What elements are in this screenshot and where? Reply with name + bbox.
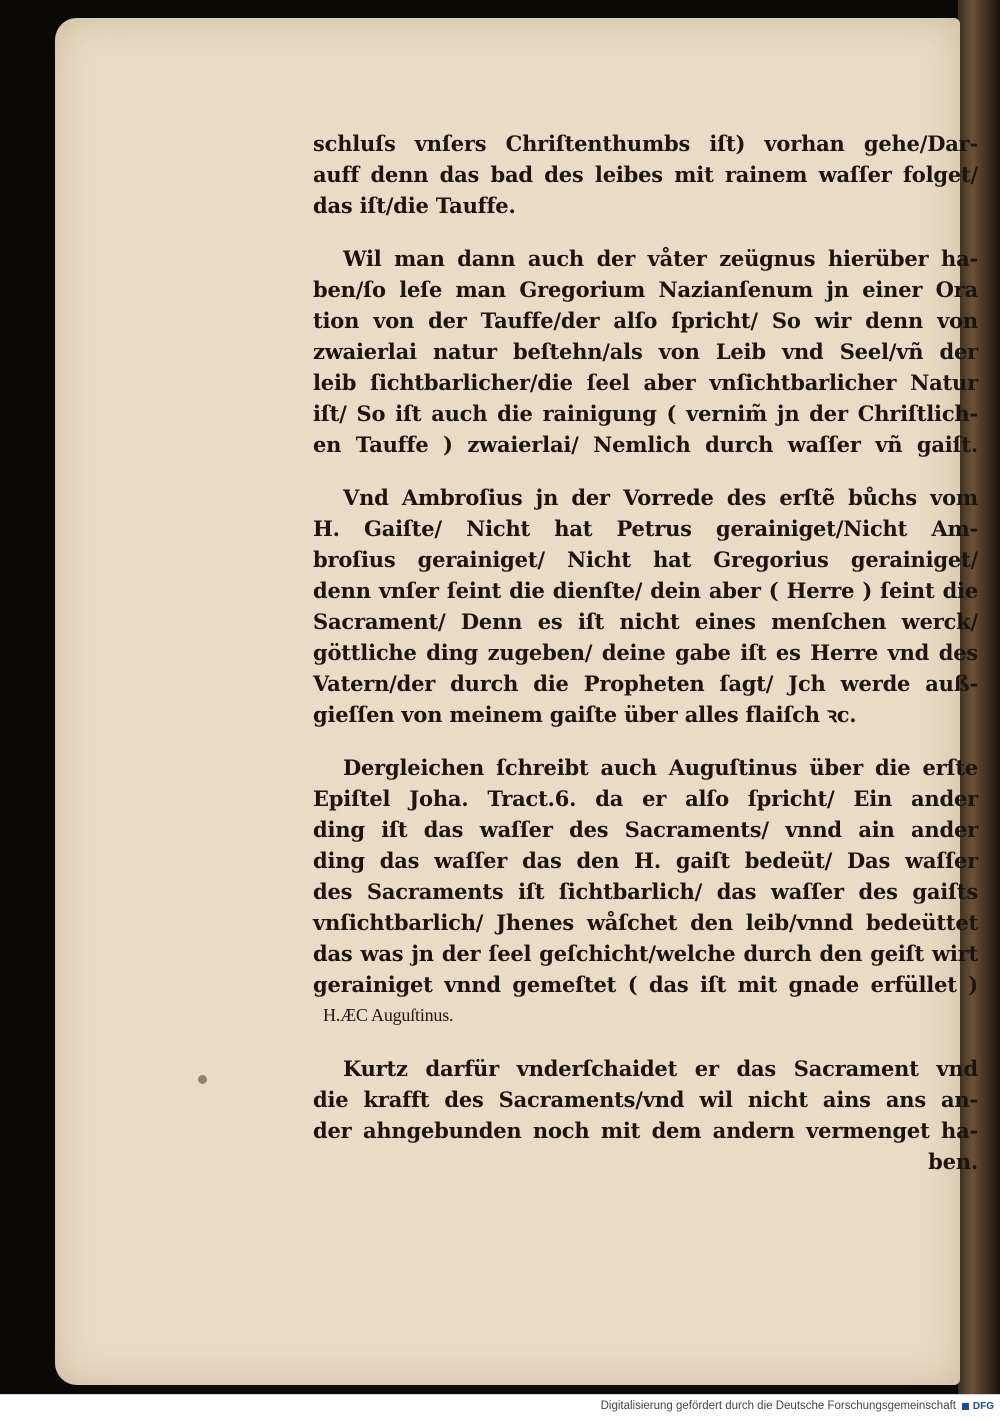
text-line: göttliche ding zugeben/ deine gabe iſt es Herre vnd des	[313, 640, 978, 665]
text-line: Sacrament/ Denn es iſt nicht eines menſchen werck/	[313, 609, 978, 634]
page-text	[313, 128, 978, 1199]
footer-bar	[0, 1394, 1000, 1420]
source-note: H.ÆC Auguſtinus.	[323, 1005, 454, 1025]
ink-spot	[198, 1075, 207, 1084]
text-line: ben/ſo leſe man Gregorium Nazianſenum jn einer Ora	[313, 277, 978, 302]
text-line: der ahngebunden noch mit dem andern vermenget ha-	[313, 1118, 978, 1143]
text-line: Vnd Ambroſius jn der Vorrede des erſtẽ bůchs vom	[343, 485, 978, 510]
text-line: das iſt/die Tauffe.	[313, 193, 516, 218]
text-line: die krafft des Sacraments/vnd wil nicht ains ans an-	[313, 1087, 978, 1112]
text-line: H. Gaiſte/ Nicht hat Petrus gerainiget/Nicht Am-	[313, 516, 978, 541]
text-line: leib ſichtbarlicher/die ſeel aber vnſichtbarlicher Natur	[313, 370, 978, 395]
text-line: Vatern/der durch die Propheten ſagt/ Jch werde auß-	[313, 671, 978, 696]
paragraph-2	[313, 243, 978, 460]
paragraph-5	[313, 1053, 978, 1177]
catchword: ben.	[928, 1149, 978, 1174]
funding-notice: Digitalisierung gefördert durch die Deutsche Forschungsgemeinschaft	[600, 1400, 956, 1412]
text-line: tion von der Tauffe/der alſo ſpricht/ So wir denn von	[313, 308, 978, 333]
text-line: Epiſtel Joha. Tract.6. da er alſo ſpricht/ Ein ander	[313, 786, 978, 811]
logo-label: DFG	[972, 1401, 994, 1412]
dfg-logo-icon	[962, 1399, 994, 1415]
text-line: iſt/ So iſt auch die rainigung ( vernim̃ jn der Chriſtlich-	[313, 401, 978, 426]
paragraph-3	[313, 482, 978, 730]
text-line: en Tauffe ) zwaierlai/ Nemlich durch waſſer vñ gaiſt.	[313, 432, 978, 457]
paragraph-1	[313, 128, 978, 221]
text-line: ding iſt das waſſer des Sacraments/ vnnd ain ander	[313, 817, 978, 842]
text-line: gerainiget vnnd gemeſtet ( das iſt mit gnade erfüllet )	[313, 972, 978, 997]
text-line: vnſichtbarlich/ Jhenes wåſchet den leib/vnnd bedeüttet	[313, 910, 978, 935]
text-line: Wil man dann auch der våter zeügnus hierüber ha-	[343, 246, 978, 271]
text-line: schluſs vnſers Chriſtenthumbs iſt) vorhan gehe/Dar-	[313, 131, 978, 156]
text-line: gieſſen von meinem gaiſte über alles flaiſch ꝛc.	[313, 702, 857, 727]
text-line: broſius gerainiget/ Nicht hat Gregorius gerainiget/	[313, 547, 978, 572]
text-line: zwaierlai natur beſtehn/als von Leib vnd Seel/vñ der	[313, 339, 978, 364]
text-line: auff denn das bad des leibes mit rainem waſſer folget/	[313, 162, 978, 187]
text-line: des Sacraments iſt ſichtbarlich/ das waſſer des gaiſts	[313, 879, 978, 904]
text-line: Kurtz darfür vnderſchaidet er das Sacrament vnd	[343, 1056, 978, 1081]
text-line: Dergleichen ſchreibt auch Auguſtinus über die erſte	[343, 755, 978, 780]
text-line: denn vnſer ſeint die dienſte/ dein aber ( Herre ) ſeint die	[313, 578, 978, 603]
logo-square-icon	[962, 1403, 969, 1410]
paragraph-4	[313, 752, 978, 1031]
text-line: ding das waſſer das den H. gaiſt bedeüt/ Das waſſer	[313, 848, 978, 873]
text-line: das was jn der ſeel geſchicht/welche durch den geiſt wirt	[313, 941, 978, 966]
